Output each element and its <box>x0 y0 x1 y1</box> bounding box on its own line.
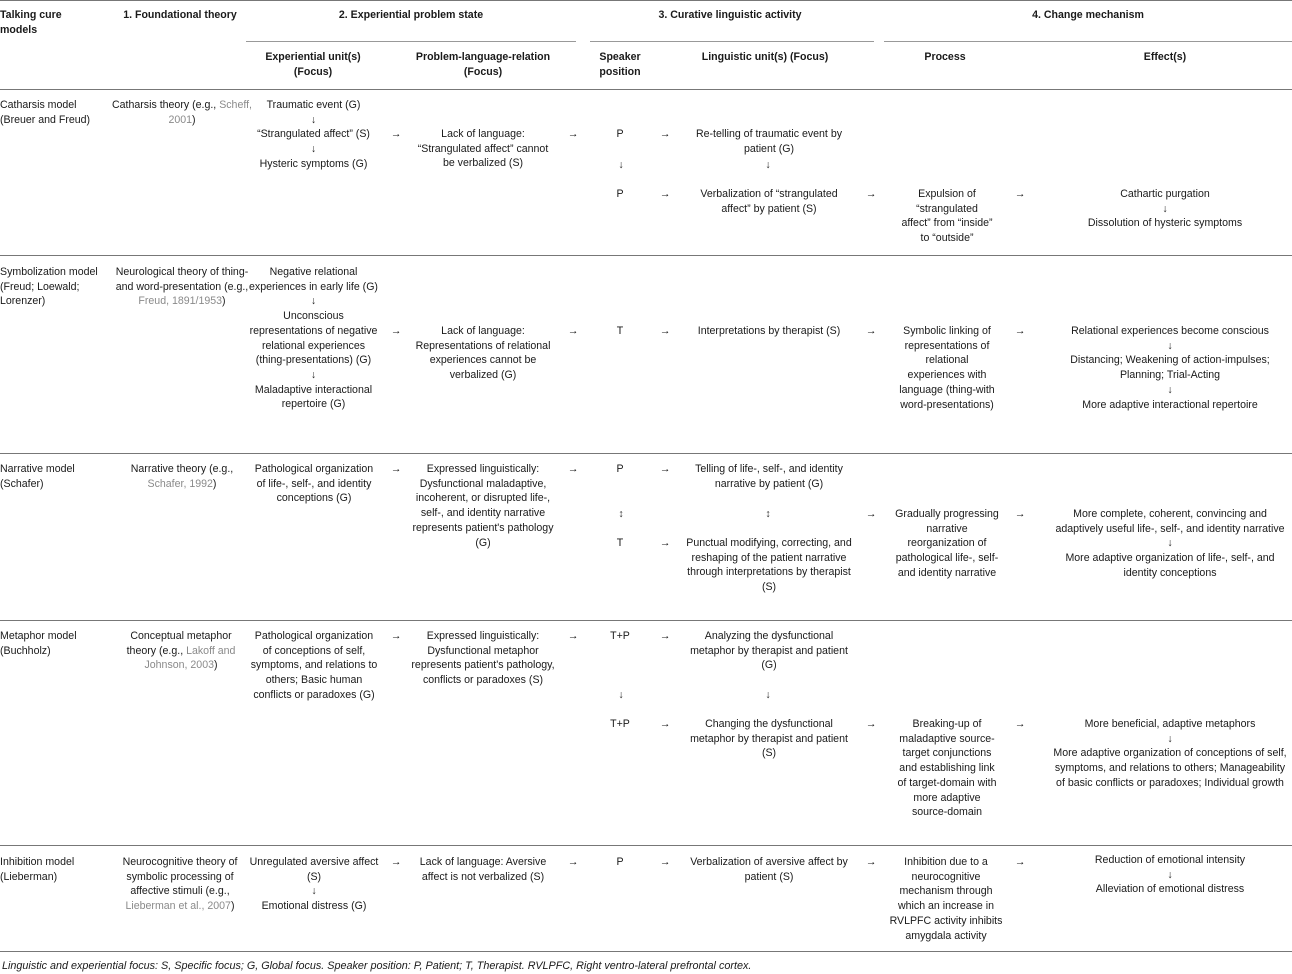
row-narrative-speaker-2: T <box>616 537 624 549</box>
down-arrow-icon: ↓ <box>311 885 317 898</box>
row-narrative-theory: Narrative theory (e.g., Schafer, 1992) <box>130 463 234 490</box>
right-arrow-icon: → <box>865 188 877 200</box>
row-divider <box>0 620 1292 621</box>
citation-link[interactable]: Schafer, 1992 <box>147 477 213 490</box>
citation-link[interactable]: Scheff, 2001 <box>168 99 252 126</box>
group3-underline <box>590 41 874 42</box>
row-catharsis-process: Expulsion of “strangulated affect” from “inside” to “outside” <box>901 188 993 245</box>
row-narrative-model: Narrative model (Schafer) <box>0 463 75 490</box>
row-inhibition-model: Inhibition model (Lieberman) <box>0 856 75 883</box>
row-symbolization-problem: Lack of language: Representations of relational experiences cannot be verbalized (G) <box>415 325 551 382</box>
header-curative-linguistic-activity: 3. Curative linguistic activity <box>658 9 802 21</box>
row-catharsis-theory: Catharsis theory (e.g., Scheff, 2001) <box>112 99 252 126</box>
right-arrow-icon: → <box>390 856 402 868</box>
right-arrow-icon: → <box>659 856 671 868</box>
row-catharsis-speaker-1: P <box>616 128 624 140</box>
right-arrow-icon: → <box>865 325 877 337</box>
right-arrow-icon: → <box>1014 188 1026 200</box>
citation-link[interactable]: Lakoff and Johnson, 2003 <box>144 644 236 672</box>
row-divider <box>0 845 1292 846</box>
right-arrow-icon: → <box>1014 325 1026 337</box>
right-arrow-icon: → <box>567 463 579 475</box>
header-change-mechanism: 4. Change mechanism <box>1032 9 1144 21</box>
row-inhibition-problem: Lack of language: Aversive affect is not verbalized (S) <box>419 856 547 883</box>
row-narrative-speaker-1: P <box>616 463 624 475</box>
row-inhibition-process: Inhibition due to a neurocognitive mechanism through which an increase in RVLPFC activity inhibits amygdala activity <box>889 856 1003 942</box>
header-experiential-problem-state: 2. Experiential problem state <box>338 9 484 21</box>
subheader-effects: Effect(s) <box>1143 51 1187 63</box>
down-arrow-icon: ↓ <box>1162 202 1168 215</box>
right-arrow-icon: → <box>567 856 579 868</box>
down-arrow-icon: ↓ <box>1167 339 1173 352</box>
row-metaphor-effects: More beneficial, adaptive metaphors ↓ More adaptive organization of conceptions of self, symptoms, and relations to others; Manageability of basic conflicts or paradoxes; Individual growth <box>1050 717 1290 791</box>
subheader-linguistic-unit: Linguistic unit(s) (Focus) <box>701 51 829 63</box>
row-inhibition-experiential: Unregulated aversive affect (S) ↓ Emotional distress (G) <box>249 856 379 913</box>
row-symbolization-effects: Relational experiences become conscious ↓ Distancing; Weakening of action-impulses; Planning; Trial-Acting ↓ More adaptive interactional repertoire <box>1050 324 1290 412</box>
right-arrow-icon: → <box>567 128 579 140</box>
group4-underline <box>884 41 1292 42</box>
row-symbolization-linguistic: Interpretations by therapist (S) <box>697 325 841 337</box>
row-inhibition-theory: Neurocognitive theory of symbolic processing of affective stimuli (e.g., Lieberman et al., 2007) <box>122 856 238 913</box>
right-arrow-icon: → <box>865 856 877 868</box>
up-down-arrow-icon: ↕ <box>765 508 771 520</box>
row-metaphor-experiential: Pathological organization of conceptions of self, symptoms, and relations to others; Basic human conflicts or paradoxes (G) <box>250 630 378 701</box>
row-metaphor-linguistic-1: Analyzing the dysfunctional metaphor by therapist and patient (G) <box>690 630 848 672</box>
right-arrow-icon: → <box>865 718 877 730</box>
down-arrow-icon: ↓ <box>765 689 771 701</box>
row-metaphor-theory: Conceptual metaphor theory (e.g., Lakoff and Johnson, 2003) <box>126 630 236 672</box>
down-arrow-icon: ↓ <box>1167 732 1173 745</box>
right-arrow-icon: → <box>390 463 402 475</box>
row-narrative-linguistic-1: Telling of life-, self-, and identity narrative by patient (G) <box>695 463 843 490</box>
row-symbolization-model: Symbolization model (Freud; Loewald; Lorenzer) <box>0 266 98 308</box>
header-foundational-theory: 1. Foundational theory <box>123 9 237 21</box>
row-catharsis-experiential: Traumatic event (G) ↓ “Strangulated affect” (S) ↓ Hysteric symptoms (G) <box>246 98 381 172</box>
right-arrow-icon: → <box>390 128 402 140</box>
row-narrative-process: Gradually progressing narrative reorganization of pathological life-, self- and identity narrative <box>895 508 999 579</box>
row-catharsis-linguistic-1: Re-telling of traumatic event by patient (G) <box>695 128 843 155</box>
right-arrow-icon: → <box>567 630 579 642</box>
right-arrow-icon: → <box>1014 856 1026 868</box>
row-catharsis-speaker-2: P <box>616 188 624 200</box>
row-catharsis-effects: Cathartic purgation ↓ Dissolution of hysteric symptoms <box>1050 187 1280 231</box>
group2-underline <box>246 41 576 42</box>
right-arrow-icon: → <box>1014 718 1026 730</box>
table-footnote: Linguistic and experiential focus: S, Specific focus; G, Global focus. Speaker position: P, Patient; T, Therapist. RVLPFC, Right ventro-lateral prefrontal cortex. <box>2 960 752 972</box>
row-symbolization-experiential: Negative relational experiences in early life (G) ↓ Unconscious representations of negative relational experiences (thing-presentations) (G) ↓ Maladaptive interactional repertoire (G) <box>246 265 381 412</box>
right-arrow-icon: → <box>390 630 402 642</box>
right-arrow-icon: → <box>659 537 671 549</box>
row-symbolization-speaker: T <box>616 325 624 337</box>
row-narrative-effects: More complete, coherent, convincing and adaptively useful life-, self-, and identity narrative ↓ More adaptive organization of life-, self-, and identity conceptions <box>1052 507 1288 581</box>
subheader-problem-language-relation: Problem-language-relation (Focus) <box>415 51 551 78</box>
right-arrow-icon: → <box>659 718 671 730</box>
right-arrow-icon: → <box>1014 508 1026 520</box>
row-metaphor-linguistic-2: Changing the dysfunctional metaphor by therapist and patient (S) <box>690 718 848 760</box>
row-divider <box>0 453 1292 454</box>
down-arrow-icon: ↓ <box>310 113 317 126</box>
subheader-speaker-position: Speaker position <box>599 51 641 78</box>
right-arrow-icon: → <box>865 508 877 520</box>
down-arrow-icon: ↓ <box>310 368 317 381</box>
subheader-process: Process <box>924 51 966 63</box>
citation-link[interactable]: Freud, 1891/1953 <box>138 295 223 308</box>
table-bottom-rule <box>0 951 1292 952</box>
down-arrow-icon: ↓ <box>618 689 624 701</box>
right-arrow-icon: → <box>659 188 671 200</box>
row-narrative-problem: Expressed linguistically: Dysfunctional maladaptive, incoherent, or disrupted life-, self-, and identity narrative represents patient's pathology (G) <box>412 463 554 549</box>
right-arrow-icon: → <box>659 128 671 140</box>
right-arrow-icon: → <box>659 630 671 642</box>
row-divider <box>0 255 1292 256</box>
right-arrow-icon: → <box>659 325 671 337</box>
row-inhibition-linguistic: Verbalization of aversive affect by patient (S) <box>690 856 848 883</box>
row-catharsis-model: Catharsis model (Breuer and Freud) <box>0 99 91 126</box>
down-arrow-icon: ↓ <box>1167 383 1173 396</box>
row-narrative-experiential: Pathological organization of life-, self-, and identity conceptions (G) <box>254 463 374 505</box>
down-arrow-icon: ↓ <box>310 295 317 308</box>
header-talking-cure-models: Talking cure models <box>0 9 62 36</box>
row-metaphor-process: Breaking-up of maladaptive source-target conjunctions and establishing link of target-domain with more adaptive source-domain <box>897 718 997 819</box>
row-inhibition-effects: Reduction of emotional intensity ↓ Alleviation of emotional distress <box>1050 853 1290 897</box>
header-bottom-rule <box>0 89 1292 90</box>
row-metaphor-problem: Expressed linguistically: Dysfunctional metaphor represents patient's pathology, conflicts or paradoxes (S) <box>411 630 555 687</box>
row-metaphor-speaker-1: T+P <box>610 630 630 642</box>
down-arrow-icon: ↓ <box>1167 537 1173 550</box>
right-arrow-icon: → <box>390 325 402 337</box>
right-arrow-icon: → <box>659 463 671 475</box>
table-top-rule <box>0 0 1292 1</box>
down-arrow-icon: ↓ <box>765 159 771 171</box>
citation-link[interactable]: Lieberman et al., 2007 <box>125 900 231 913</box>
down-arrow-icon: ↓ <box>310 143 317 156</box>
right-arrow-icon: → <box>567 325 579 337</box>
row-symbolization-theory: Neurological theory of thing- and word-presentation (e.g., Freud, 1891/1953) <box>115 266 249 308</box>
row-inhibition-speaker: P <box>616 856 624 868</box>
up-down-arrow-icon: ↕ <box>618 508 624 520</box>
row-metaphor-speaker-2: T+P <box>610 718 630 730</box>
row-catharsis-problem: Lack of language: “Strangulated affect” cannot be verbalized (S) <box>417 128 549 170</box>
row-symbolization-process: Symbolic linking of representations of relational experiences with language (thing-with word-presentations) <box>899 325 995 411</box>
row-catharsis-linguistic-2: Verbalization of “strangulated affect” by patient (S) <box>700 188 838 215</box>
row-metaphor-model: Metaphor model (Buchholz) <box>0 630 77 657</box>
down-arrow-icon: ↓ <box>618 159 624 171</box>
subheader-experiential-unit: Experiential unit(s) (Focus) <box>265 51 361 78</box>
row-narrative-linguistic-2: Punctual modifying, correcting, and reshaping of the patient narrative through interpretations by therapist (S) <box>686 537 852 594</box>
down-arrow-icon: ↓ <box>1167 868 1173 881</box>
